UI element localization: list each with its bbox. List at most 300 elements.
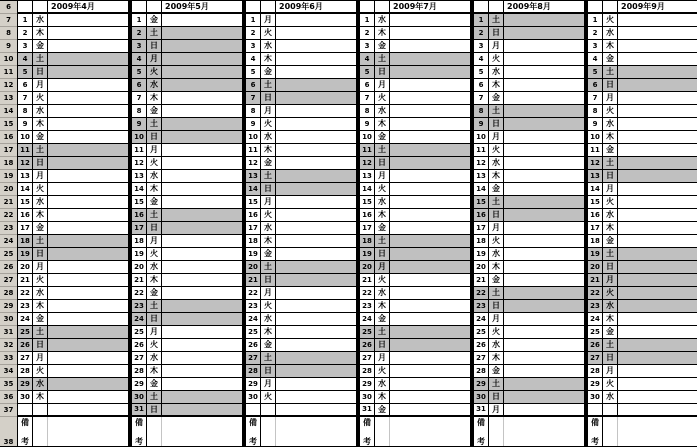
day-number-cell[interactable]: 27 [132, 352, 147, 364]
weekday-cell[interactable]: 水 [603, 391, 618, 403]
weekday-cell[interactable]: 月 [603, 365, 618, 377]
day-number-cell[interactable]: 9 [132, 118, 147, 130]
weekday-cell[interactable]: 日 [147, 222, 162, 234]
note-cell[interactable] [48, 235, 128, 247]
weekday-cell[interactable]: 水 [489, 248, 504, 260]
day-number-cell[interactable]: 5 [18, 66, 33, 78]
weekday-cell[interactable]: 月 [375, 352, 390, 364]
note-cell[interactable] [390, 391, 470, 403]
day-number-cell[interactable]: 28 [132, 365, 147, 377]
month-title-cell[interactable]: 2009年7月 [393, 1, 437, 11]
note-cell[interactable] [276, 391, 356, 403]
day-number-cell[interactable]: 19 [246, 248, 261, 260]
weekday-cell[interactable]: 土 [261, 352, 276, 364]
day-number-cell[interactable]: 14 [246, 183, 261, 195]
note-cell[interactable] [504, 53, 584, 65]
day-number-cell[interactable]: 13 [18, 170, 33, 182]
note-cell[interactable] [390, 131, 470, 143]
note-cell[interactable] [504, 313, 584, 325]
weekday-cell[interactable]: 土 [489, 196, 504, 208]
note-cell[interactable] [390, 27, 470, 39]
note-cell[interactable] [504, 66, 584, 78]
day-number-cell[interactable]: 31 [474, 404, 489, 415]
month-title-cell[interactable]: 2009年6月 [279, 1, 323, 11]
weekday-cell[interactable]: 金 [489, 183, 504, 195]
row-header-cell[interactable]: 19 [0, 170, 17, 183]
day-number-cell[interactable]: 22 [246, 287, 261, 299]
note-cell[interactable] [390, 235, 470, 247]
weekday-cell[interactable]: 土 [33, 235, 48, 247]
weekday-cell[interactable]: 木 [147, 92, 162, 104]
weekday-cell[interactable]: 水 [33, 14, 48, 26]
weekday-cell[interactable]: 日 [147, 404, 162, 415]
day-number-cell[interactable]: 26 [132, 339, 147, 351]
note-cell[interactable] [48, 131, 128, 143]
day-number-cell[interactable]: 2 [246, 27, 261, 39]
weekday-cell[interactable]: 月 [375, 79, 390, 91]
day-number-cell[interactable]: 24 [246, 313, 261, 325]
note-cell[interactable] [48, 14, 128, 26]
weekday-cell[interactable]: 水 [261, 313, 276, 325]
weekday-cell[interactable]: 火 [603, 196, 618, 208]
weekday-cell[interactable] [603, 404, 618, 415]
remarks-weekday-cell[interactable] [147, 417, 162, 447]
note-cell[interactable] [48, 313, 128, 325]
note-cell[interactable] [162, 196, 242, 208]
note-cell[interactable] [48, 261, 128, 273]
day-number-cell[interactable]: 1 [360, 14, 375, 26]
weekday-cell[interactable]: 水 [147, 79, 162, 91]
weekday-cell[interactable]: 金 [147, 287, 162, 299]
day-number-cell[interactable]: 12 [360, 157, 375, 169]
day-number-cell[interactable]: 24 [18, 313, 33, 325]
weekday-cell[interactable]: 水 [375, 105, 390, 117]
weekday-cell[interactable]: 火 [147, 248, 162, 260]
note-cell[interactable] [48, 300, 128, 312]
note-cell[interactable] [618, 131, 697, 143]
note-cell[interactable] [390, 365, 470, 377]
weekday-cell[interactable]: 金 [489, 365, 504, 377]
weekday-cell[interactable]: 金 [603, 144, 618, 156]
weekday-cell[interactable]: 木 [147, 183, 162, 195]
note-cell[interactable] [390, 378, 470, 390]
note-cell[interactable] [390, 66, 470, 78]
weekday-cell[interactable]: 木 [603, 131, 618, 143]
note-cell[interactable] [618, 391, 697, 403]
note-cell[interactable] [618, 274, 697, 286]
weekday-cell[interactable]: 月 [489, 40, 504, 52]
row-header-cell[interactable]: 23 [0, 222, 17, 235]
weekday-cell[interactable]: 日 [261, 274, 276, 286]
note-cell[interactable] [504, 40, 584, 52]
note-cell[interactable] [618, 313, 697, 325]
weekday-cell[interactable]: 金 [261, 157, 276, 169]
day-number-cell[interactable]: 6 [132, 79, 147, 91]
note-cell[interactable] [618, 66, 697, 78]
weekday-cell[interactable]: 木 [33, 209, 48, 221]
note-cell[interactable] [162, 131, 242, 143]
day-number-cell[interactable]: 22 [474, 287, 489, 299]
day-number-cell[interactable]: 5 [588, 66, 603, 78]
note-cell[interactable] [618, 105, 697, 117]
month-title-cell[interactable]: 2009年5月 [165, 1, 209, 11]
weekday-cell[interactable]: 金 [147, 105, 162, 117]
row-header-cell[interactable]: 14 [0, 105, 17, 118]
day-number-cell[interactable]: 3 [588, 40, 603, 52]
note-cell[interactable] [504, 222, 584, 234]
note-cell[interactable] [276, 170, 356, 182]
weekday-cell[interactable]: 日 [375, 157, 390, 169]
note-cell[interactable] [162, 209, 242, 221]
note-cell[interactable] [504, 261, 584, 273]
weekday-cell[interactable]: 月 [375, 170, 390, 182]
weekday-cell[interactable]: 火 [375, 183, 390, 195]
day-number-cell[interactable]: 10 [132, 131, 147, 143]
day-number-cell[interactable]: 9 [474, 118, 489, 130]
weekday-cell[interactable]: 火 [603, 105, 618, 117]
note-cell[interactable] [162, 40, 242, 52]
day-number-cell[interactable]: 24 [360, 313, 375, 325]
note-cell[interactable] [504, 14, 584, 26]
weekday-cell[interactable]: 土 [147, 27, 162, 39]
weekday-cell[interactable]: 火 [375, 92, 390, 104]
day-number-cell[interactable]: 11 [360, 144, 375, 156]
day-number-cell[interactable]: 9 [588, 118, 603, 130]
day-number-cell[interactable]: 5 [474, 66, 489, 78]
day-number-cell[interactable]: 30 [360, 391, 375, 403]
day-number-cell[interactable]: 28 [588, 365, 603, 377]
weekday-cell[interactable]: 火 [261, 27, 276, 39]
note-cell[interactable] [276, 326, 356, 338]
day-number-cell[interactable]: 14 [132, 183, 147, 195]
day-number-cell[interactable]: 2 [588, 27, 603, 39]
weekday-cell[interactable]: 月 [261, 105, 276, 117]
day-number-cell[interactable]: 5 [132, 66, 147, 78]
day-number-cell[interactable]: 30 [132, 391, 147, 403]
note-cell[interactable] [504, 326, 584, 338]
note-cell[interactable] [276, 339, 356, 351]
day-number-cell[interactable]: 12 [18, 157, 33, 169]
weekday-cell[interactable]: 土 [147, 118, 162, 130]
header-weekday-cell[interactable] [603, 1, 618, 12]
weekday-cell[interactable]: 月 [603, 183, 618, 195]
note-cell[interactable] [48, 222, 128, 234]
note-cell[interactable] [48, 391, 128, 403]
weekday-cell[interactable]: 日 [375, 66, 390, 78]
row-header-cell[interactable]: 37 [0, 404, 17, 417]
day-number-cell[interactable]: 21 [132, 274, 147, 286]
day-number-cell[interactable]: 31 [132, 404, 147, 415]
weekday-cell[interactable]: 月 [261, 287, 276, 299]
note-cell[interactable] [390, 339, 470, 351]
weekday-cell[interactable]: 木 [147, 274, 162, 286]
weekday-cell[interactable]: 水 [33, 378, 48, 390]
day-number-cell[interactable]: 21 [246, 274, 261, 286]
note-cell[interactable] [618, 404, 697, 415]
weekday-cell[interactable]: 水 [489, 339, 504, 351]
weekday-cell[interactable]: 土 [33, 144, 48, 156]
weekday-cell[interactable]: 日 [603, 170, 618, 182]
day-number-cell[interactable]: 22 [360, 287, 375, 299]
weekday-cell[interactable]: 金 [33, 131, 48, 143]
day-number-cell[interactable]: 23 [132, 300, 147, 312]
note-cell[interactable] [276, 144, 356, 156]
day-number-cell[interactable]: 28 [474, 365, 489, 377]
row-header-cell[interactable]: 17 [0, 144, 17, 157]
note-cell[interactable] [162, 391, 242, 403]
weekday-cell[interactable]: 日 [489, 391, 504, 403]
weekday-cell[interactable]: 金 [603, 326, 618, 338]
weekday-cell[interactable]: 水 [375, 287, 390, 299]
note-cell[interactable] [162, 235, 242, 247]
note-cell[interactable] [504, 404, 584, 415]
row-header-cell[interactable]: 13 [0, 92, 17, 105]
weekday-cell[interactable]: 火 [33, 92, 48, 104]
weekday-cell[interactable]: 火 [33, 274, 48, 286]
note-cell[interactable] [504, 157, 584, 169]
row-header-cell[interactable]: 29 [0, 300, 17, 313]
day-number-cell[interactable]: 29 [474, 378, 489, 390]
day-number-cell[interactable]: 14 [588, 183, 603, 195]
day-number-cell[interactable]: 20 [360, 261, 375, 273]
day-number-cell[interactable]: 20 [474, 261, 489, 273]
weekday-cell[interactable]: 月 [147, 144, 162, 156]
weekday-cell[interactable]: 日 [489, 209, 504, 221]
note-cell[interactable] [48, 40, 128, 52]
weekday-cell[interactable]: 金 [261, 66, 276, 78]
note-cell[interactable] [390, 352, 470, 364]
weekday-cell[interactable]: 水 [603, 300, 618, 312]
day-number-cell[interactable]: 27 [246, 352, 261, 364]
remarks-weekday-cell[interactable] [33, 417, 48, 447]
note-cell[interactable] [162, 27, 242, 39]
day-number-cell[interactable]: 19 [18, 248, 33, 260]
weekday-cell[interactable]: 金 [33, 313, 48, 325]
note-cell[interactable] [504, 92, 584, 104]
note-cell[interactable] [162, 53, 242, 65]
note-cell[interactable] [390, 14, 470, 26]
day-number-cell[interactable]: 7 [474, 92, 489, 104]
weekday-cell[interactable]: 火 [147, 157, 162, 169]
day-number-cell[interactable]: 7 [360, 92, 375, 104]
row-header-cell[interactable]: 27 [0, 274, 17, 287]
weekday-cell[interactable]: 土 [489, 287, 504, 299]
note-cell[interactable] [276, 235, 356, 247]
note-cell[interactable] [618, 53, 697, 65]
day-number-cell[interactable]: 3 [132, 40, 147, 52]
remarks-note-cell[interactable] [276, 417, 356, 447]
note-cell[interactable] [618, 170, 697, 182]
weekday-cell[interactable]: 土 [375, 53, 390, 65]
day-number-cell[interactable]: 1 [246, 14, 261, 26]
header-day-cell[interactable] [588, 1, 603, 12]
note-cell[interactable] [48, 183, 128, 195]
note-cell[interactable] [48, 352, 128, 364]
day-number-cell[interactable]: 11 [246, 144, 261, 156]
day-number-cell[interactable]: 23 [246, 300, 261, 312]
day-number-cell[interactable]: 10 [588, 131, 603, 143]
note-cell[interactable] [48, 404, 128, 415]
day-number-cell[interactable]: 11 [132, 144, 147, 156]
weekday-cell[interactable]: 土 [375, 144, 390, 156]
weekday-cell[interactable]: 木 [489, 170, 504, 182]
note-cell[interactable] [162, 170, 242, 182]
note-cell[interactable] [48, 27, 128, 39]
day-number-cell[interactable]: 8 [588, 105, 603, 117]
weekday-cell[interactable]: 水 [603, 27, 618, 39]
day-number-cell[interactable]: 3 [246, 40, 261, 52]
remarks-weekday-cell[interactable] [261, 417, 276, 447]
note-cell[interactable] [504, 131, 584, 143]
day-number-cell[interactable]: 27 [474, 352, 489, 364]
note-cell[interactable] [276, 157, 356, 169]
weekday-cell[interactable]: 水 [261, 222, 276, 234]
day-number-cell[interactable]: 10 [360, 131, 375, 143]
note-cell[interactable] [48, 248, 128, 260]
note-cell[interactable] [390, 40, 470, 52]
day-number-cell[interactable]: 6 [18, 79, 33, 91]
weekday-cell[interactable]: 木 [261, 235, 276, 247]
day-number-cell[interactable]: 28 [360, 365, 375, 377]
header-weekday-cell[interactable] [375, 1, 390, 12]
day-number-cell[interactable]: 11 [588, 144, 603, 156]
remarks-label-cell[interactable] [360, 417, 375, 447]
day-number-cell[interactable]: 21 [474, 274, 489, 286]
weekday-cell[interactable]: 日 [375, 339, 390, 351]
note-cell[interactable] [618, 365, 697, 377]
weekday-cell[interactable]: 水 [489, 66, 504, 78]
note-cell[interactable] [162, 92, 242, 104]
weekday-cell[interactable]: 木 [33, 300, 48, 312]
day-number-cell[interactable]: 7 [246, 92, 261, 104]
weekday-cell[interactable]: 土 [489, 378, 504, 390]
month-title-cell[interactable]: 2009年4月 [51, 1, 95, 11]
note-cell[interactable] [276, 66, 356, 78]
row-header-cell[interactable]: 18 [0, 157, 17, 170]
weekday-cell[interactable]: 土 [603, 66, 618, 78]
day-number-cell[interactable]: 26 [360, 339, 375, 351]
note-cell[interactable] [48, 118, 128, 130]
day-number-cell[interactable]: 19 [132, 248, 147, 260]
weekday-cell[interactable]: 金 [603, 53, 618, 65]
row-header-cell[interactable]: 15 [0, 118, 17, 131]
day-number-cell[interactable]: 15 [360, 196, 375, 208]
day-number-cell[interactable]: 25 [474, 326, 489, 338]
weekday-cell[interactable]: 火 [489, 235, 504, 247]
weekday-cell[interactable]: 水 [375, 14, 390, 26]
day-number-cell[interactable]: 20 [246, 261, 261, 273]
note-cell[interactable] [504, 27, 584, 39]
note-cell[interactable] [390, 300, 470, 312]
row-header-cell[interactable]: 16 [0, 131, 17, 144]
note-cell[interactable] [48, 378, 128, 390]
weekday-cell[interactable]: 月 [261, 378, 276, 390]
note-cell[interactable] [390, 92, 470, 104]
day-number-cell[interactable]: 13 [246, 170, 261, 182]
note-cell[interactable] [504, 339, 584, 351]
weekday-cell[interactable]: 土 [489, 14, 504, 26]
note-cell[interactable] [276, 404, 356, 415]
note-cell[interactable] [162, 378, 242, 390]
weekday-cell[interactable]: 水 [261, 40, 276, 52]
weekday-cell[interactable]: 月 [603, 274, 618, 286]
day-number-cell[interactable] [246, 404, 261, 415]
day-number-cell[interactable]: 14 [474, 183, 489, 195]
weekday-cell[interactable]: 火 [261, 391, 276, 403]
note-cell[interactable] [48, 196, 128, 208]
row-header-cell[interactable]: 25 [0, 248, 17, 261]
row-header-cell[interactable]: 33 [0, 352, 17, 365]
note-cell[interactable] [504, 105, 584, 117]
day-number-cell[interactable]: 28 [18, 365, 33, 377]
note-cell[interactable] [618, 222, 697, 234]
note-cell[interactable] [276, 313, 356, 325]
weekday-cell[interactable]: 土 [603, 339, 618, 351]
row-header-cell[interactable]: 12 [0, 79, 17, 92]
day-number-cell[interactable]: 17 [360, 222, 375, 234]
day-number-cell[interactable]: 25 [246, 326, 261, 338]
note-cell[interactable] [162, 248, 242, 260]
weekday-cell[interactable]: 木 [603, 40, 618, 52]
note-cell[interactable] [276, 222, 356, 234]
day-number-cell[interactable]: 7 [132, 92, 147, 104]
weekday-cell[interactable]: 水 [147, 261, 162, 273]
weekday-cell[interactable]: 火 [489, 144, 504, 156]
note-cell[interactable] [618, 287, 697, 299]
weekday-cell[interactable]: 土 [147, 209, 162, 221]
note-cell[interactable] [276, 105, 356, 117]
note-cell[interactable] [390, 118, 470, 130]
day-number-cell[interactable]: 18 [246, 235, 261, 247]
note-cell[interactable] [276, 118, 356, 130]
remarks-note-cell[interactable] [504, 417, 584, 447]
day-number-cell[interactable]: 26 [246, 339, 261, 351]
note-cell[interactable] [618, 261, 697, 273]
day-number-cell[interactable]: 19 [360, 248, 375, 260]
remarks-note-cell[interactable] [618, 417, 697, 447]
day-number-cell[interactable]: 16 [246, 209, 261, 221]
day-number-cell[interactable]: 13 [132, 170, 147, 182]
note-cell[interactable] [390, 248, 470, 260]
note-cell[interactable] [48, 92, 128, 104]
day-number-cell[interactable]: 14 [18, 183, 33, 195]
weekday-cell[interactable]: 火 [489, 326, 504, 338]
weekday-cell[interactable]: 木 [375, 300, 390, 312]
day-number-cell[interactable]: 1 [132, 14, 147, 26]
note-cell[interactable] [276, 92, 356, 104]
day-number-cell[interactable]: 8 [360, 105, 375, 117]
remarks-label-cell[interactable] [132, 417, 147, 447]
day-number-cell[interactable]: 25 [588, 326, 603, 338]
day-number-cell[interactable]: 27 [588, 352, 603, 364]
day-number-cell[interactable]: 27 [18, 352, 33, 364]
note-cell[interactable] [162, 404, 242, 415]
weekday-cell[interactable]: 土 [33, 326, 48, 338]
weekday-cell[interactable]: 金 [33, 222, 48, 234]
weekday-cell[interactable]: 水 [375, 378, 390, 390]
note-cell[interactable] [504, 391, 584, 403]
note-cell[interactable] [504, 274, 584, 286]
day-number-cell[interactable]: 17 [474, 222, 489, 234]
note-cell[interactable] [48, 339, 128, 351]
weekday-cell[interactable]: 土 [147, 300, 162, 312]
note-cell[interactable] [48, 157, 128, 169]
note-cell[interactable] [504, 287, 584, 299]
weekday-cell[interactable]: 日 [33, 157, 48, 169]
note-cell[interactable] [618, 40, 697, 52]
day-number-cell[interactable]: 15 [18, 196, 33, 208]
day-number-cell[interactable]: 19 [588, 248, 603, 260]
